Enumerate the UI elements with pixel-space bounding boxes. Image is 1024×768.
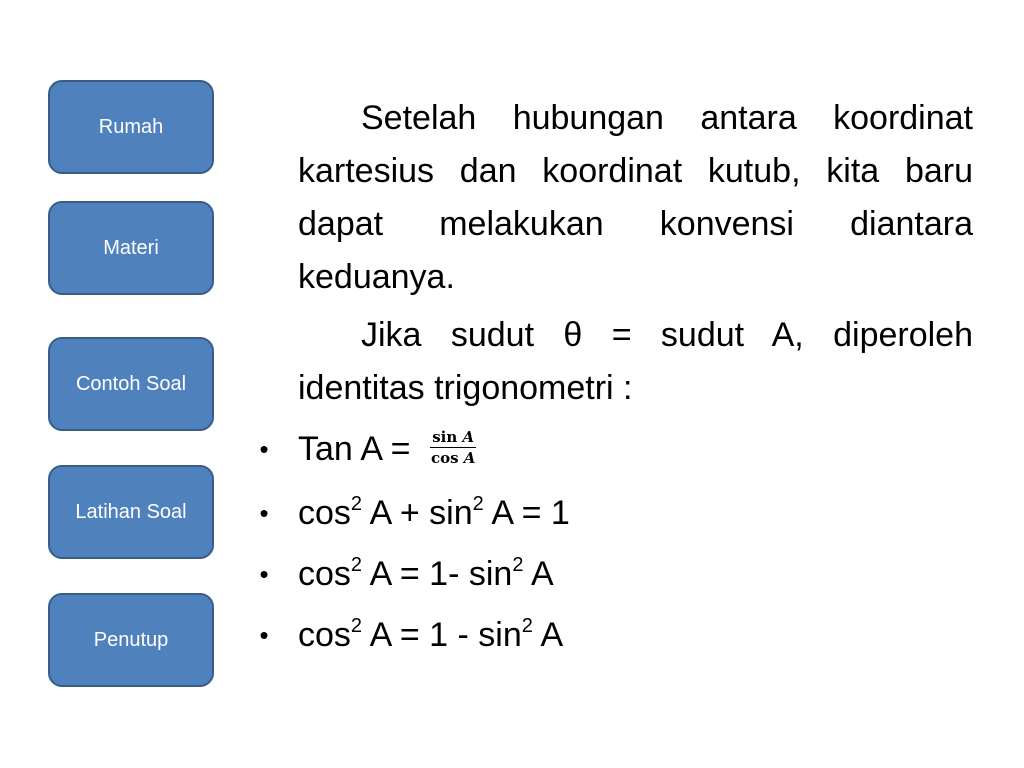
bullet-icon: • xyxy=(259,498,269,528)
nav-button-penutup[interactable]: Penutup xyxy=(48,593,214,687)
content-area xyxy=(253,92,973,666)
nav-button-rumah[interactable]: Rumah xyxy=(48,80,214,174)
identity-list xyxy=(253,415,973,666)
list-item-identity-3: • $\cos^2 A = 1 - \sin^2 A$ xyxy=(253,605,973,666)
bullet-icon: • xyxy=(259,559,269,589)
bullet-icon: • xyxy=(259,620,269,650)
nav-button-contoh-soal[interactable]: Contoh Soal xyxy=(48,337,214,431)
list-item-tan xyxy=(253,415,973,483)
nav-button-materi[interactable]: Materi xyxy=(48,201,214,295)
paragraph-intro: Setelah hubungan antara koordinat kartesius dan koordinat kutub, kita baru dapat melakukan konvensi diantara keduanya. xyxy=(298,99,973,296)
sin-over-cos-fraction xyxy=(430,428,476,467)
fraction-denominator: cos A xyxy=(430,448,476,467)
list-item-identity-1: • $\cos^2 A + \sin^2 A = 1$ xyxy=(253,483,973,544)
bullet-icon: • xyxy=(259,434,269,464)
nav-button-latihan-soal[interactable]: Latihan Soal xyxy=(48,465,214,559)
paragraph-identity-intro: Jika sudut θ = sudut A, diperoleh identitas trigonometri : xyxy=(298,316,973,407)
list-item-identity-2: • $\cos^2 A = 1-$ $\sin^2 A$ xyxy=(253,544,973,605)
fraction-numerator: sin A xyxy=(432,427,475,446)
tan-label: Tan A = xyxy=(298,430,411,468)
